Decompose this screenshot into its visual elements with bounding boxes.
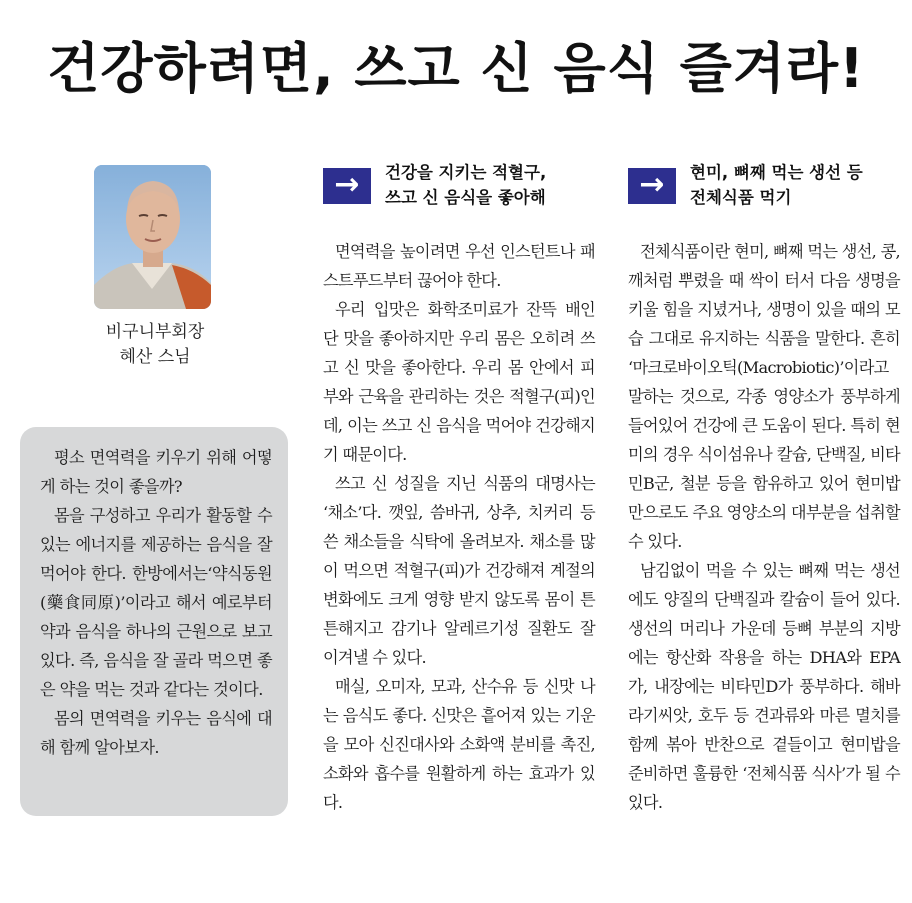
body-paragraph: 면역력을 높이려면 우선 인스턴트나 패스트푸드부터 끊어야 한다.	[323, 242, 595, 290]
author-photo	[94, 165, 211, 309]
body-paragraph: 쓰고 신 성질을 지닌 식품의 대명사는 ‘채소’다. 깻잎, 씀바귀, 상추, 치커리 등 쓴 채소들을 식탁에 올려보자. 채소를 많이 먹으면 적혈구(피)가 건강해져 계절의 변화에도 크게 영향 받지 않도록 몸이 튼튼해지고 감기나 알레르기성 질환도 잘 이겨낼 수 있다.	[323, 474, 595, 667]
section-subtitle	[690, 160, 902, 210]
intro-paragraph: 평소 면역력을 키우기 위해 어떻게 하는 것이 좋을까?	[40, 448, 272, 496]
arrow-right-icon: →	[323, 168, 371, 204]
headline: 건강하려면, 쓰고 신 음식 즐겨라!	[47, 37, 865, 100]
author-title: 비구니부회장	[105, 322, 205, 342]
body-paragraph: 남김없이 먹을 수 있는 뼈째 먹는 생선에도 양질의 단백질과 칼슘이 들어 있다. 생선의 머리나 가운데 등뼈 부분의 지방에는 항산화 작용을 하는 DHA와 EPA가, 내장에는 비타민D가 풍부하다. 해바라기씨앗, 호두 등 견과류와 마른 멸치를 함께 볶아 반찬으로 곁들이고 현미밥을 준비하면 훌륭한 ‘전체식품 식사’가 될 수 있다.	[628, 561, 900, 812]
author-name: 혜산 스님	[119, 347, 191, 367]
body-paragraph: 매실, 오미자, 모과, 산수유 등 신맛 나는 음식도 좋다. 신맛은 흩어져 있는 기운을 모아 신진대사와 소화액 분비를 촉진, 소화와 흡수를 원활하게 하는 효과가 있다.	[323, 677, 595, 812]
author-caption	[60, 320, 250, 370]
section-heading	[323, 160, 595, 220]
intro-box	[20, 427, 288, 816]
subtitle-line: 전체식품 먹기	[690, 188, 792, 207]
article-column-1	[323, 160, 595, 812]
subtitle-line: 건강을 지키는 적혈구,	[385, 163, 547, 182]
body-paragraph: 우리 입맛은 화학조미료가 잔뜩 배인 단 맛을 좋아하지만 우리 몸은 오히려 쓰고 신 맛을 좋아한다. 우리 몸 안에서 피부와 근육을 관리하는 것은 적혈구(피)인데, 이는 쓰고 신 음식을 먹어야 건강해지기 때문이다.	[323, 300, 595, 464]
subtitle-line: 쓰고 신 음식을 좋아해	[385, 188, 546, 207]
section-body	[323, 237, 595, 817]
arrow-right-icon: →	[628, 168, 676, 204]
section-body	[628, 237, 900, 817]
body-paragraph: 전체식품이란 현미, 뼈째 먹는 생선, 콩, 깨처럼 뿌렸을 때 싹이 터서 다음 생명을 키울 힘을 지녔거나, 생명이 있을 때의 모습 그대로 유지하는 식품을 말한다. 흔히 ‘마크로바이오틱(Macrobiotic)’이라고 말하는 것으로, 각종 영양소가 풍부하게 들어있어 건강에 큰 도움이 된다. 특히 현미의 경우 식이섬유나 칼슘, 단백질, 비타민B군, 철분 등을 함유하고 있어 현미밥만으로도 주요 영양소의 대부분을 섭취할 수 있다.	[628, 242, 900, 551]
monk-portrait-image	[94, 165, 211, 309]
article-column-2	[628, 160, 900, 812]
intro-paragraph: 몸의 면역력을 키우는 음식에 대해 함께 알아보자.	[40, 709, 272, 757]
intro-paragraph: 몸을 구성하고 우리가 활동할 수 있는 에너지를 제공하는 음식을 잘 먹어야 한다. 한방에서는‘약식동원(藥食同原)’이라고 해서 예로부터 약과 음식을 하나의 근원으로 보고 있다. 즉, 음식을 잘 골라 먹으면 좋은 약을 먹는 것과 같다는 것이다.	[40, 506, 272, 699]
section-subtitle	[385, 160, 597, 210]
subtitle-line: 현미, 뼈째 먹는 생선 등	[690, 163, 863, 182]
section-heading	[628, 160, 900, 220]
